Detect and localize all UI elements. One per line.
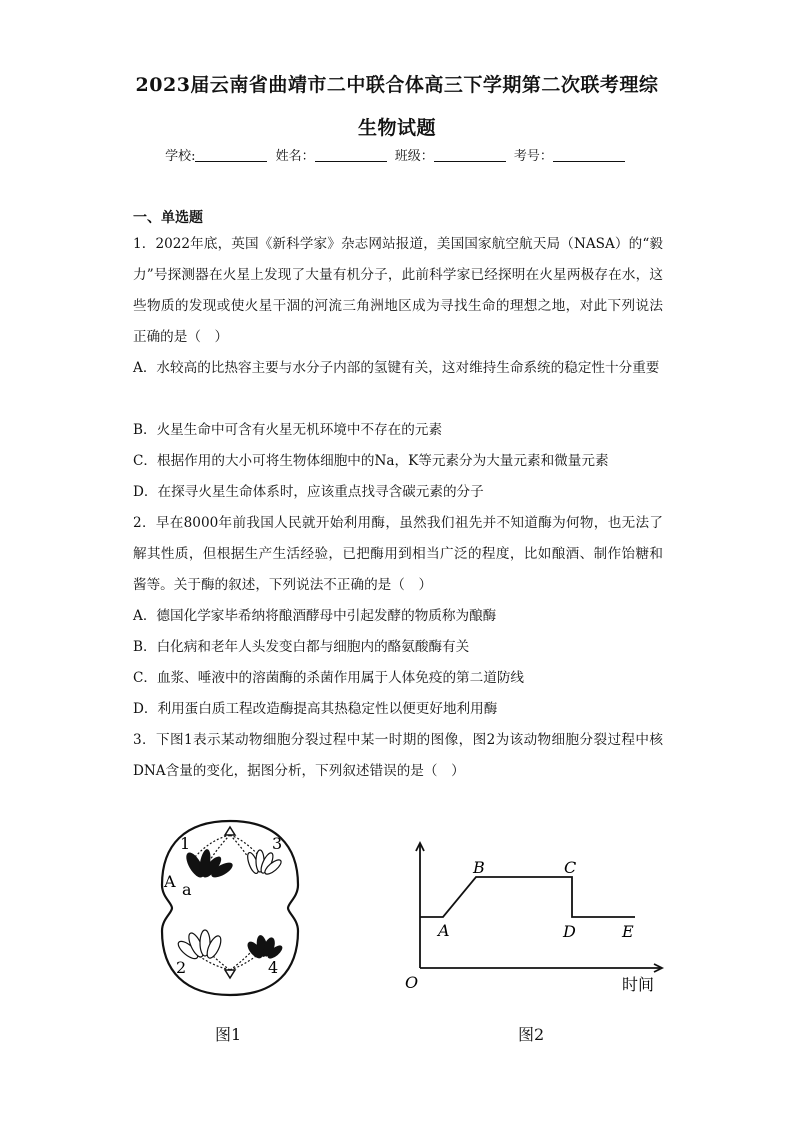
- q1-option-a: A．水较高的比热容主要与水分子内部的氢键有关，这对维持生命系统的稳定性十分重要: [133, 360, 660, 376]
- number-blank: [553, 148, 625, 162]
- name-blank: [315, 148, 387, 162]
- exam-title-line2: 生物试题: [357, 117, 436, 139]
- dna-content-curve: [420, 877, 635, 917]
- class-blank: [434, 148, 506, 162]
- fig2-point-C: C: [564, 858, 577, 877]
- q1-option-c: C．根据作用的大小可将生物体细胞中的Na，K等元素分为大量元素和微量元素: [133, 453, 609, 469]
- student-info-row: [0, 145, 794, 164]
- number-label: 考号：: [513, 149, 553, 164]
- fig1-label-3: 3: [272, 834, 283, 853]
- class-label: 班级：: [394, 149, 434, 164]
- fig2-point-E: E: [622, 922, 634, 941]
- figure2-caption: 图2: [518, 1025, 545, 1044]
- school-blank: [195, 148, 267, 162]
- q2-option-d: D．利用蛋白质工程改造酶提高其热稳定性以便更好地利用酶: [133, 701, 498, 717]
- fig1-label-A: A: [164, 872, 176, 891]
- fig1-label-1: 1: [180, 834, 191, 853]
- q2-option-c: C．血浆、唾液中的溶菌酶的杀菌作用属于人体免疫的第二道防线: [133, 670, 525, 686]
- fig2-origin-O: O: [405, 973, 419, 992]
- q1-stem: 1．2022年底，英国《新科学家》杂志网站报道，美国国家航空航天局（NASA）的“毅力”号探测器在火星上发现了大量有机分子，此前科学家已经探明在火星两极存在水，这些物质的发现或使火星干涸的河流三角洲地区成为寻找生命的理想之地，对此下列说法正确的是（ ）: [133, 236, 663, 345]
- q1-option-b: B．火星生命中可含有火星无机环境中不存在的元素: [133, 422, 443, 438]
- figure2-dna-graph: [400, 840, 670, 1000]
- fig2-point-A: A: [438, 921, 450, 940]
- fig2-point-B: B: [473, 858, 485, 877]
- q2-option-a: A．德国化学家毕希纳将酿酒酵母中引起发酵的物质称为酿酶: [133, 608, 497, 624]
- exam-title-line1: 2023届云南省曲靖市二中联合体高三下学期第二次联考理综: [135, 74, 659, 96]
- school-label: 学校:: [165, 149, 196, 164]
- q3-stem: 3．下图1表示某动物细胞分裂过程中某一时期的图像，图2为该动物细胞分裂过程中核DNA含量的变化，据图分析，下列叙述错误的是（ ）: [133, 732, 663, 779]
- section-title: 一、单选题: [133, 210, 203, 226]
- q1-option-d: D．在探寻火星生命体系时，应该重点找寻含碳元素的分子: [133, 484, 484, 500]
- q2-stem: 2．早在8000年前我国人民就开始利用酶，虽然我们祖先并不知道酶为何物，也无法了解其性质，但根据生产生活经验，已把酶用到相当广泛的程度，比如酿酒、制作饴糖和酱等。关于酶的叙述，下列说法不正确的是（ ）: [133, 515, 663, 593]
- q2-option-b: B．白化病和老年人头发变白都与细胞内的酪氨酸酶有关: [133, 639, 470, 655]
- fig2-point-D: D: [563, 922, 576, 941]
- fig1-label-a: a: [182, 880, 192, 899]
- fig1-label-2: 2: [176, 958, 187, 977]
- fig2-x-axis-label: 时间: [622, 975, 655, 994]
- name-label: 姓名：: [275, 149, 315, 164]
- fig1-label-4: 4: [268, 958, 279, 977]
- figure1-cell-diagram: [150, 815, 310, 1000]
- figure1-caption: 图1: [215, 1025, 242, 1044]
